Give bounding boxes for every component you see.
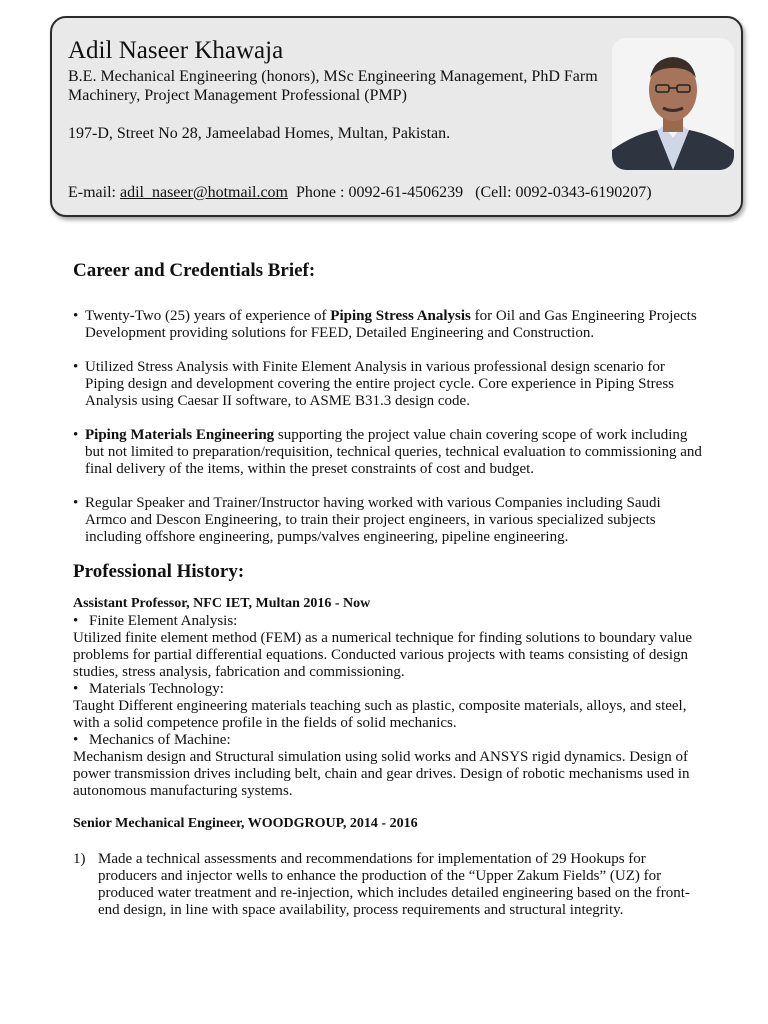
- history-heading: Professional History:: [73, 561, 245, 582]
- contact-line: [68, 183, 652, 202]
- job-description: Taught Different engineering materials teaching such as plastic, composite materials, alloys, and steel, with a solid competence profile in the fields of solid mechanics.: [73, 698, 687, 731]
- profile-photo: [612, 38, 734, 170]
- degrees-text: B.E. Mechanical Engineering (honors), MSc Engineering Management, PhD Farm Machinery, Project Management Professional (PMP): [68, 68, 598, 104]
- job-description: Utilized finite element method (FEM) as a numerical technique for finding solutions to boundary value problems for partial differential equations. Conducted various projects with teams consisting of design studies, stress analysis, fabrication and commissioning.: [73, 630, 693, 680]
- contact-header-box: [50, 16, 743, 217]
- job-description: Mechanism design and Structural simulation using solid works and ANSYS rigid dynamics. Design of power transmission drives including belt, chain and gear drives. Design of robotic mechanisms used in autonomous manufacturing systems.: [73, 749, 690, 799]
- career-bullet: • Utilized Stress Analysis with Finite Element Analysis in various professional design scenario for Piping design and development covering the entire project cycle. Core experience in Piping Stress Analysis using Caesar II software, to ASME B31.3 design code.: [73, 359, 703, 410]
- item-text: Made a technical assessments and recommendations for implementation of 29 Hookups for producers and injector wells to enhance the production of the “Upper Zakum Fields” (UZ) for produced water treatment and re-injection, which includes detailed engineering based on the front-end design, in line with space availability, process requirements and structural integrity.: [98, 851, 690, 918]
- address-text: 197-D, Street No 28, Jameelabad Homes, Multan, Pakistan.: [68, 125, 451, 142]
- person-name: Adil Naseer Khawaja: [68, 37, 284, 64]
- job-subheading: • Materials Technology:: [73, 681, 224, 697]
- phone-text: Phone : 0092-61-4506239: [296, 184, 464, 201]
- career-bullet: • Twenty-Two (25) years of experience of Piping Stress Analysis for Oil and Gas Engineering Projects Development providing solutions for FEED, Detailed Engineering and Construction.: [73, 308, 703, 342]
- resume-content: [73, 258, 703, 919]
- email-label: E-mail:: [68, 184, 116, 201]
- job-subheading: • Finite Element Analysis:: [73, 613, 238, 629]
- profile-photo-illustration: [612, 38, 734, 170]
- item-number: 1): [73, 851, 86, 867]
- email-link[interactable]: adil_naseer@hotmail.com: [119, 184, 288, 201]
- numbered-item: [73, 851, 703, 919]
- career-bullet: • Piping Materials Engineering supporting the project value chain covering scope of work including but not limited to preparation/requisition, technical queries, technical evaluation to commissioning and final delivery of the items, within the preset constraints of cost and budget.: [73, 427, 703, 478]
- job-subheading: • Mechanics of Machine:: [73, 732, 231, 748]
- career-bullet-list: [73, 308, 703, 546]
- career-bullet: • Regular Speaker and Trainer/Instructor having worked with various Companies including Saudi Armco and Descon Engineering, to train their project engineers, in various specialized subjects including offshore engineering, pumps/valves engineering, pipeline engineering.: [73, 495, 703, 546]
- job-title: Assistant Professor, NFC IET, Multan 2016 - Now: [73, 596, 371, 611]
- job-title: Senior Mechanical Engineer, WOODGROUP, 2014 - 2016: [73, 816, 418, 831]
- cell-text: (Cell: 0092-0343-6190207): [475, 184, 652, 201]
- career-heading: Career and Credentials Brief:: [73, 260, 316, 281]
